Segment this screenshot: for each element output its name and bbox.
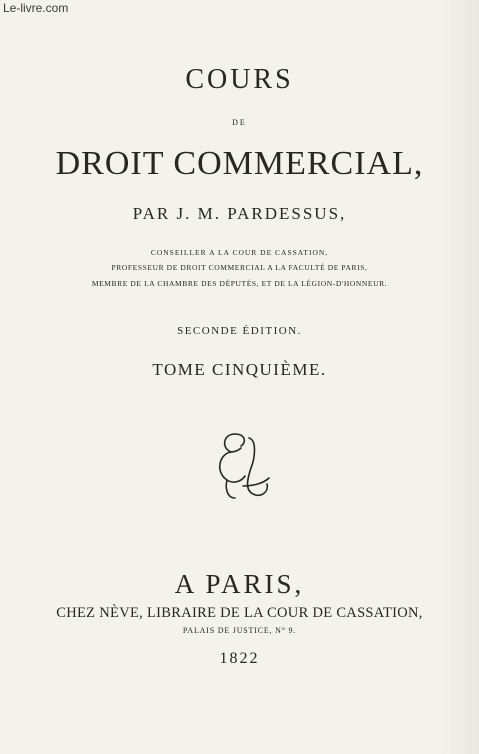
imprint-year: 1822 bbox=[219, 650, 260, 667]
volume-line: TOME CINQUIÈME. bbox=[152, 360, 327, 379]
monogram-icon bbox=[205, 428, 277, 506]
imprint-city: A PARIS, bbox=[174, 569, 305, 599]
title-subject: DROIT COMMERCIAL, bbox=[55, 145, 424, 182]
imprint-publisher: CHEZ NÈVE, LIBRAIRE DE LA COUR DE CASSATION, bbox=[56, 605, 423, 621]
author-line: PAR J. M. PARDESSUS, bbox=[132, 204, 347, 223]
title-cours: COURS bbox=[185, 64, 294, 95]
qualification-line: CONSEILLER A LA COUR DE CASSATION, bbox=[150, 248, 329, 257]
qualification-line: PROFESSEUR DE DROIT COMMERCIAL A LA FACULTÉ DE PARIS, bbox=[111, 263, 368, 272]
edition-line: SECONDE ÉDITION. bbox=[177, 325, 302, 337]
imprint-address: PALAIS DE JUSTICE, N° 9. bbox=[182, 626, 297, 635]
watermark: Le-livre.com bbox=[3, 1, 69, 15]
title-de: DE bbox=[232, 118, 247, 127]
qualification-line: MEMBRE DE LA CHAMBRE DES DÉPUTÉS, ET DE LA LÉGION-D'HONNEUR. bbox=[91, 279, 388, 288]
